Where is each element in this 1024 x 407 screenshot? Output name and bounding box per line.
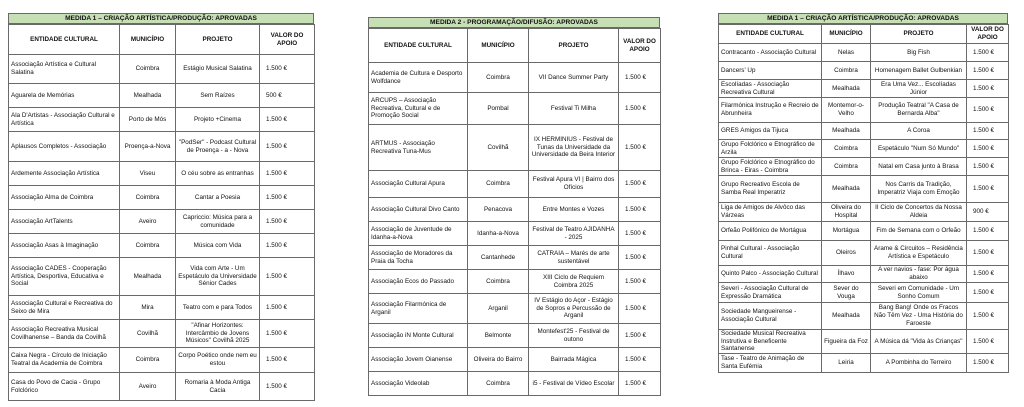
municipio-cell: Coimbra: [822, 140, 871, 158]
municipio-cell: Aveiro: [120, 373, 176, 401]
valor-cell: 1.500 €: [260, 373, 315, 401]
projeto-cell: i5 - Festival de Vídeo Escolar: [529, 372, 619, 396]
projeto-cell: A Música dá "Vida às Crianças": [871, 330, 967, 354]
entidade-cell: Associação Cultural e Recreativa do Seixo de Mira: [9, 296, 120, 320]
table-row: [369, 348, 661, 372]
valor-cell: 1.500 €: [967, 62, 1009, 80]
table-row: [369, 222, 661, 246]
municipio-cell: Porto de Mós: [120, 108, 176, 132]
entidade-cell: GRES Amigos da Tijuca: [719, 123, 822, 140]
projeto-cell: Música com Vida: [176, 234, 260, 258]
header-valor: VALOR DO APOIO: [619, 29, 661, 63]
table-row: [719, 303, 1009, 330]
municipio-cell: Coimbra: [822, 158, 871, 176]
entidade-cell: Casa do Povo de Cacia - Grupo Folclórico: [9, 373, 120, 401]
entidade-cell: Grupo Folclórico e Etnográfico do Brinca - Eiras - Coimbra: [719, 158, 822, 176]
valor-cell: 1.500 €: [619, 270, 661, 294]
projeto-cell: Natal em Casa junto à Brasa: [871, 158, 967, 176]
entidade-cell: Contracanto - Associação Cultural: [719, 44, 822, 62]
table-row: [369, 63, 661, 93]
municipio-cell: Oliveira do Hospital: [822, 203, 871, 222]
entidade-cell: Associação CADES - Cooperação Artística, Desportiva, Educativa e Social: [9, 258, 120, 296]
data-table: [718, 24, 1009, 373]
table-row: [719, 123, 1009, 140]
table-row: [9, 320, 315, 348]
table-body: [9, 55, 315, 401]
valor-cell: 1.500 €: [260, 258, 315, 296]
table-body: [719, 44, 1009, 373]
municipio-cell: Figueira da Foz: [822, 330, 871, 354]
entidade-cell: Associação Jovem Oianense: [369, 348, 468, 372]
entidade-cell: Sociedade Musical Recreativa Instrutiva e Beneficente Santanense: [719, 330, 822, 354]
projeto-cell: CATRAIA – Marés de arte sustentável: [529, 246, 619, 270]
header-municipio: MUNICÍPIO: [822, 25, 871, 44]
projeto-cell: A ver navios - fase: Por água abaixo: [871, 266, 967, 283]
municipio-cell: Coimbra: [120, 186, 176, 210]
header-municipio: MUNICÍPIO: [120, 25, 176, 55]
projeto-cell: Nos Carris da Tradição, Imperatriz Viaja com Emoção: [871, 176, 967, 203]
valor-cell: 1.500 €: [619, 324, 661, 348]
table-row: [369, 294, 661, 324]
municipio-cell: Sever do Vouga: [822, 283, 871, 303]
table-row: [9, 348, 315, 373]
table-row: [719, 203, 1009, 222]
entidade-cell: Filarmónica Instrução e Recreio de Abrunheira: [719, 98, 822, 123]
entidade-cell: Grupo Recreativo Escola de Samba Real Imperatriz: [719, 176, 822, 203]
projeto-cell: Festival Ti Milha: [529, 93, 619, 125]
entidade-cell: Ardemente Associação Artística: [9, 162, 120, 186]
projeto-cell: IV Estágio do Açor - Estágio de Sopros e Percussão de Arganil: [529, 294, 619, 324]
projeto-cell: Homenagem Ballet Gulbenkian: [871, 62, 967, 80]
projeto-cell: Festival de Teatro AJIDANHA - 2025: [529, 222, 619, 246]
projeto-cell: "Afinar Horizontes: Intercâmbio de Jovens Músicos" Covilhã 2025: [176, 320, 260, 348]
table-row: [719, 98, 1009, 123]
table-body: [369, 63, 661, 396]
entidade-cell: Aguarela de Memórias: [9, 84, 120, 108]
valor-cell: 500 €: [260, 84, 315, 108]
municipio-cell: Coimbra: [468, 372, 529, 396]
projeto-cell: VII Dance Summer Party: [529, 63, 619, 93]
table-row: [719, 140, 1009, 158]
table-row: [719, 266, 1009, 283]
projeto-cell: A Coroa: [871, 123, 967, 140]
valor-cell: 1.500 €: [967, 241, 1009, 266]
entidade-cell: Grupo Folclórico e Etnográfico de Arzila: [719, 140, 822, 158]
valor-cell: 1.500 €: [967, 123, 1009, 140]
projeto-cell: Arame & Circuitos – Residência Artística e Espetáculo: [871, 241, 967, 266]
table-title: MEDIDA 1 – CRIAÇÃO ARTÍSTICA/PRODUÇÃO: APROVADAS: [718, 13, 1008, 24]
entidade-cell: Sociedade Mangueirense - Associação Cultural: [719, 303, 822, 330]
projeto-cell: II Ciclo de Concertos da Nossa Aldeia: [871, 203, 967, 222]
projeto-cell: Projeto +Cinema: [176, 108, 260, 132]
header-entidade: ENTIDADE CULTURAL: [9, 25, 120, 55]
projeto-cell: O céu sobre as entranhas: [176, 162, 260, 186]
table-row: [369, 171, 661, 198]
municipio-cell: Covilhã: [468, 125, 529, 171]
table-row: [9, 373, 315, 401]
municipio-cell: Ílhavo: [822, 266, 871, 283]
header-valor: VALOR DO APOIO: [260, 25, 315, 55]
valor-cell: 900 €: [967, 203, 1009, 222]
projeto-cell: IX HERMINIUS - Festival de Tunas da Universidade da Universidade da Beira Interior: [529, 125, 619, 171]
projeto-cell: "PodSer" - Podcast Cultural de Proença - a - Nova: [176, 132, 260, 162]
table-row: [369, 246, 661, 270]
projeto-cell: Festival Apura VI | Bairro dos Ofícios: [529, 171, 619, 198]
table-row: [719, 80, 1009, 98]
projeto-cell: A Pombinha do Terreiro: [871, 354, 967, 373]
entidade-cell: ARTMUS - Associação Recreativa Tuna-Mus: [369, 125, 468, 171]
projeto-cell: Teatro com e para Todos: [176, 296, 260, 320]
table-row: [719, 62, 1009, 80]
table-row: [719, 354, 1009, 373]
table-row: [9, 258, 315, 296]
header-projeto: PROJETO: [176, 25, 260, 55]
header-municipio: MUNICÍPIO: [468, 29, 529, 63]
valor-cell: 1.500 €: [260, 186, 315, 210]
entidade-cell: Associação Asas à Imaginação: [9, 234, 120, 258]
data-table: [368, 28, 661, 396]
valor-cell: 1.500 €: [967, 222, 1009, 241]
header-valor: VALOR DO APOIO: [967, 25, 1009, 44]
municipio-cell: Belmonte: [468, 324, 529, 348]
municipio-cell: Mealhada: [822, 123, 871, 140]
municipio-cell: Idanha-a-Nova: [468, 222, 529, 246]
table-title: MEDIDA 1 – CRIAÇÃO ARTÍSTICA/PRODUÇÃO: APROVADAS: [8, 13, 314, 24]
projeto-cell: Entre Montes e Vozes: [529, 198, 619, 222]
valor-cell: 1.500 €: [619, 372, 661, 396]
valor-cell: 1.500 €: [967, 330, 1009, 354]
table-row: [719, 330, 1009, 354]
valor-cell: 1.500 €: [260, 210, 315, 234]
header-entidade: ENTIDADE CULTURAL: [369, 29, 468, 63]
entidade-cell: Associação de Juventude de Idanha-a-Nova: [369, 222, 468, 246]
municipio-cell: Coimbra: [822, 62, 871, 80]
valor-cell: 1.500 €: [619, 125, 661, 171]
valor-cell: 1.500 €: [619, 198, 661, 222]
header-entidade: ENTIDADE CULTURAL: [719, 25, 822, 44]
projeto-cell: Big Fish: [871, 44, 967, 62]
valor-cell: 1.500 €: [619, 171, 661, 198]
valor-cell: 1.500 €: [967, 158, 1009, 176]
table-row: [369, 372, 661, 396]
table-row: [9, 108, 315, 132]
data-table: [8, 24, 315, 401]
entidade-cell: Dancers' Up: [719, 62, 822, 80]
header-projeto: PROJETO: [871, 25, 967, 44]
table-row: [9, 186, 315, 210]
valor-cell: 1.500 €: [967, 283, 1009, 303]
valor-cell: 1.500 €: [619, 222, 661, 246]
valor-cell: 1.500 €: [260, 55, 315, 84]
entidade-cell: Liga de Amigos de Alvôco das Várzeas: [719, 203, 822, 222]
valor-cell: 1.500 €: [967, 98, 1009, 123]
municipio-cell: Nelas: [822, 44, 871, 62]
municipio-cell: Coimbra: [468, 63, 529, 93]
entidade-cell: Associação Filarmónica de Arganil: [369, 294, 468, 324]
entidade-cell: Associação Cultural Divo Canto: [369, 198, 468, 222]
table-row: [9, 210, 315, 234]
valor-cell: 1.500 €: [619, 294, 661, 324]
municipio-cell: Arganil: [468, 294, 529, 324]
table-panel-medida1-b: [718, 13, 1008, 373]
valor-cell: 1.500 €: [967, 176, 1009, 203]
municipio-cell: Oliveira do Bairro: [468, 348, 529, 372]
projeto-cell: Espetáculo "Num Só Mundo": [871, 140, 967, 158]
entidade-cell: Orfeão Polifónico de Mortágua: [719, 222, 822, 241]
table-row: [369, 93, 661, 125]
valor-cell: 1.500 €: [967, 140, 1009, 158]
table-row: [9, 132, 315, 162]
projeto-cell: Corpo Poético onde nem eu estou: [176, 348, 260, 373]
valor-cell: 1.500 €: [967, 80, 1009, 98]
table-row: [369, 125, 661, 171]
municipio-cell: Cantanhede: [468, 246, 529, 270]
municipio-cell: Mealhada: [120, 258, 176, 296]
projeto-cell: Cantar a Poesia: [176, 186, 260, 210]
valor-cell: 1.500 €: [260, 132, 315, 162]
valor-cell: 1.500 €: [619, 246, 661, 270]
valor-cell: 1.500 €: [260, 234, 315, 258]
valor-cell: 1.500 €: [619, 348, 661, 372]
municipio-cell: Viseu: [120, 162, 176, 186]
table-title: MEDIDA 2 - PROGRAMAÇÃO/DIFUSÃO: APROVADAS: [368, 17, 660, 28]
table-row: [719, 222, 1009, 241]
entidade-cell: Pinhal Cultural - Associação Cultural: [719, 241, 822, 266]
projeto-cell: Romaria à Moda Antiga Cacia: [176, 373, 260, 401]
header-row: [719, 25, 1009, 44]
entidade-cell: Associação ArtTalents: [9, 210, 120, 234]
table-row: [719, 176, 1009, 203]
table-row: [9, 296, 315, 320]
municipio-cell: Coimbra: [120, 348, 176, 373]
entidade-cell: Aplausos Completos - Associação: [9, 132, 120, 162]
entidade-cell: Severi - Associação Cultural de Expressão Dramática: [719, 283, 822, 303]
table-row: [719, 283, 1009, 303]
municipio-cell: Coimbra: [120, 55, 176, 84]
projeto-cell: Bang Bang! Onde os Fracos Não Têm Vez - Uma História do Faroeste: [871, 303, 967, 330]
municipio-cell: Coimbra: [468, 270, 529, 294]
entidade-cell: ARCUPS – Associação Recreativa, Cultural e de Promoção Social: [369, 93, 468, 125]
municipio-cell: Mira: [120, 296, 176, 320]
projeto-cell: Montefest'25 - Festival de outono: [529, 324, 619, 348]
projeto-cell: Estágio Musical Salatina: [176, 55, 260, 84]
entidade-cell: Associação Cultural Apura: [369, 171, 468, 198]
valor-cell: 1.500 €: [619, 93, 661, 125]
entidade-cell: Academia de Cultura e Desporto Wolfdance: [369, 63, 468, 93]
table-row: [9, 234, 315, 258]
municipio-cell: Proença-a-Nova: [120, 132, 176, 162]
municipio-cell: Mealhada: [822, 303, 871, 330]
table-panel-medida2: [368, 17, 660, 396]
table-row: [9, 84, 315, 108]
municipio-cell: Mealhada: [822, 176, 871, 203]
projeto-cell: Capriccio: Música para a comunidade: [176, 210, 260, 234]
projeto-cell: Severi em Comunidade - Um Sonho Comum: [871, 283, 967, 303]
table-row: [719, 44, 1009, 62]
municipio-cell: Oleiros: [822, 241, 871, 266]
entidade-cell: Associação Artística e Cultural Salatina: [9, 55, 120, 84]
table-row: [369, 198, 661, 222]
projeto-cell: Produção Teatral "A Casa de Bernarda Alba": [871, 98, 967, 123]
municipio-cell: Aveiro: [120, 210, 176, 234]
municipio-cell: Penacova: [468, 198, 529, 222]
table-row: [9, 55, 315, 84]
municipio-cell: Mealhada: [120, 84, 176, 108]
table-row: [9, 162, 315, 186]
entidade-cell: Tase - Teatro de Animação de Santa Eufémia: [719, 354, 822, 373]
projeto-cell: Bairrada Mágica: [529, 348, 619, 372]
entidade-cell: Associação Alma de Coimbra: [9, 186, 120, 210]
entidade-cell: Quinto Palco - Associação Cultural: [719, 266, 822, 283]
header-projeto: PROJETO: [529, 29, 619, 63]
header-row: [369, 29, 661, 63]
municipio-cell: Leiria: [822, 354, 871, 373]
table-panel-medida1-a: [8, 13, 314, 401]
table-row: [719, 158, 1009, 176]
table-row: [369, 324, 661, 348]
valor-cell: 1.500 €: [260, 162, 315, 186]
municipio-cell: Mealhada: [822, 80, 871, 98]
municipio-cell: Montemor-o-Velho: [822, 98, 871, 123]
valor-cell: 1.500 €: [967, 266, 1009, 283]
entidade-cell: Associação de Moradores da Praia da Tocha: [369, 246, 468, 270]
projeto-cell: Era Uma Vez... Escolíadas Júnior: [871, 80, 967, 98]
table-row: [369, 270, 661, 294]
entidade-cell: Associação Recreativa Musical Covilhanense – Banda da Covilhã: [9, 320, 120, 348]
entidade-cell: Associação iN Monte Cultural: [369, 324, 468, 348]
municipio-cell: Coimbra: [468, 171, 529, 198]
projeto-cell: XIII Ciclo de Requiem Coimbra 2025: [529, 270, 619, 294]
projeto-cell: Vida com Arte - Um Espetáculo da Universidade Sénior Cades: [176, 258, 260, 296]
table-row: [719, 241, 1009, 266]
entidade-cell: Caixa Negra - Círculo de Iniciação Teatral da Academia de Coimbra: [9, 348, 120, 373]
projeto-cell: Fim de Semana com o Orfeão: [871, 222, 967, 241]
municipio-cell: Pombal: [468, 93, 529, 125]
entidade-cell: Associação Videolab: [369, 372, 468, 396]
entidade-cell: Escolíadas - Associação Recreativa Cultural: [719, 80, 822, 98]
valor-cell: 1.500 €: [260, 320, 315, 348]
municipio-cell: Covilhã: [120, 320, 176, 348]
entidade-cell: Ala D'Artistas - Associação Cultural e Artística: [9, 108, 120, 132]
entidade-cell: Associação Ecos do Passado: [369, 270, 468, 294]
valor-cell: 1.500 €: [619, 63, 661, 93]
projeto-cell: Sem Raízes: [176, 84, 260, 108]
municipio-cell: Coimbra: [120, 234, 176, 258]
header-row: [9, 25, 315, 55]
valor-cell: 1.500 €: [967, 44, 1009, 62]
valor-cell: 1.500 €: [260, 348, 315, 373]
valor-cell: 1.500 €: [967, 303, 1009, 330]
valor-cell: 1.500 €: [260, 108, 315, 132]
valor-cell: 1.500 €: [967, 354, 1009, 373]
valor-cell: 1.500 €: [260, 296, 315, 320]
municipio-cell: Mortágua: [822, 222, 871, 241]
